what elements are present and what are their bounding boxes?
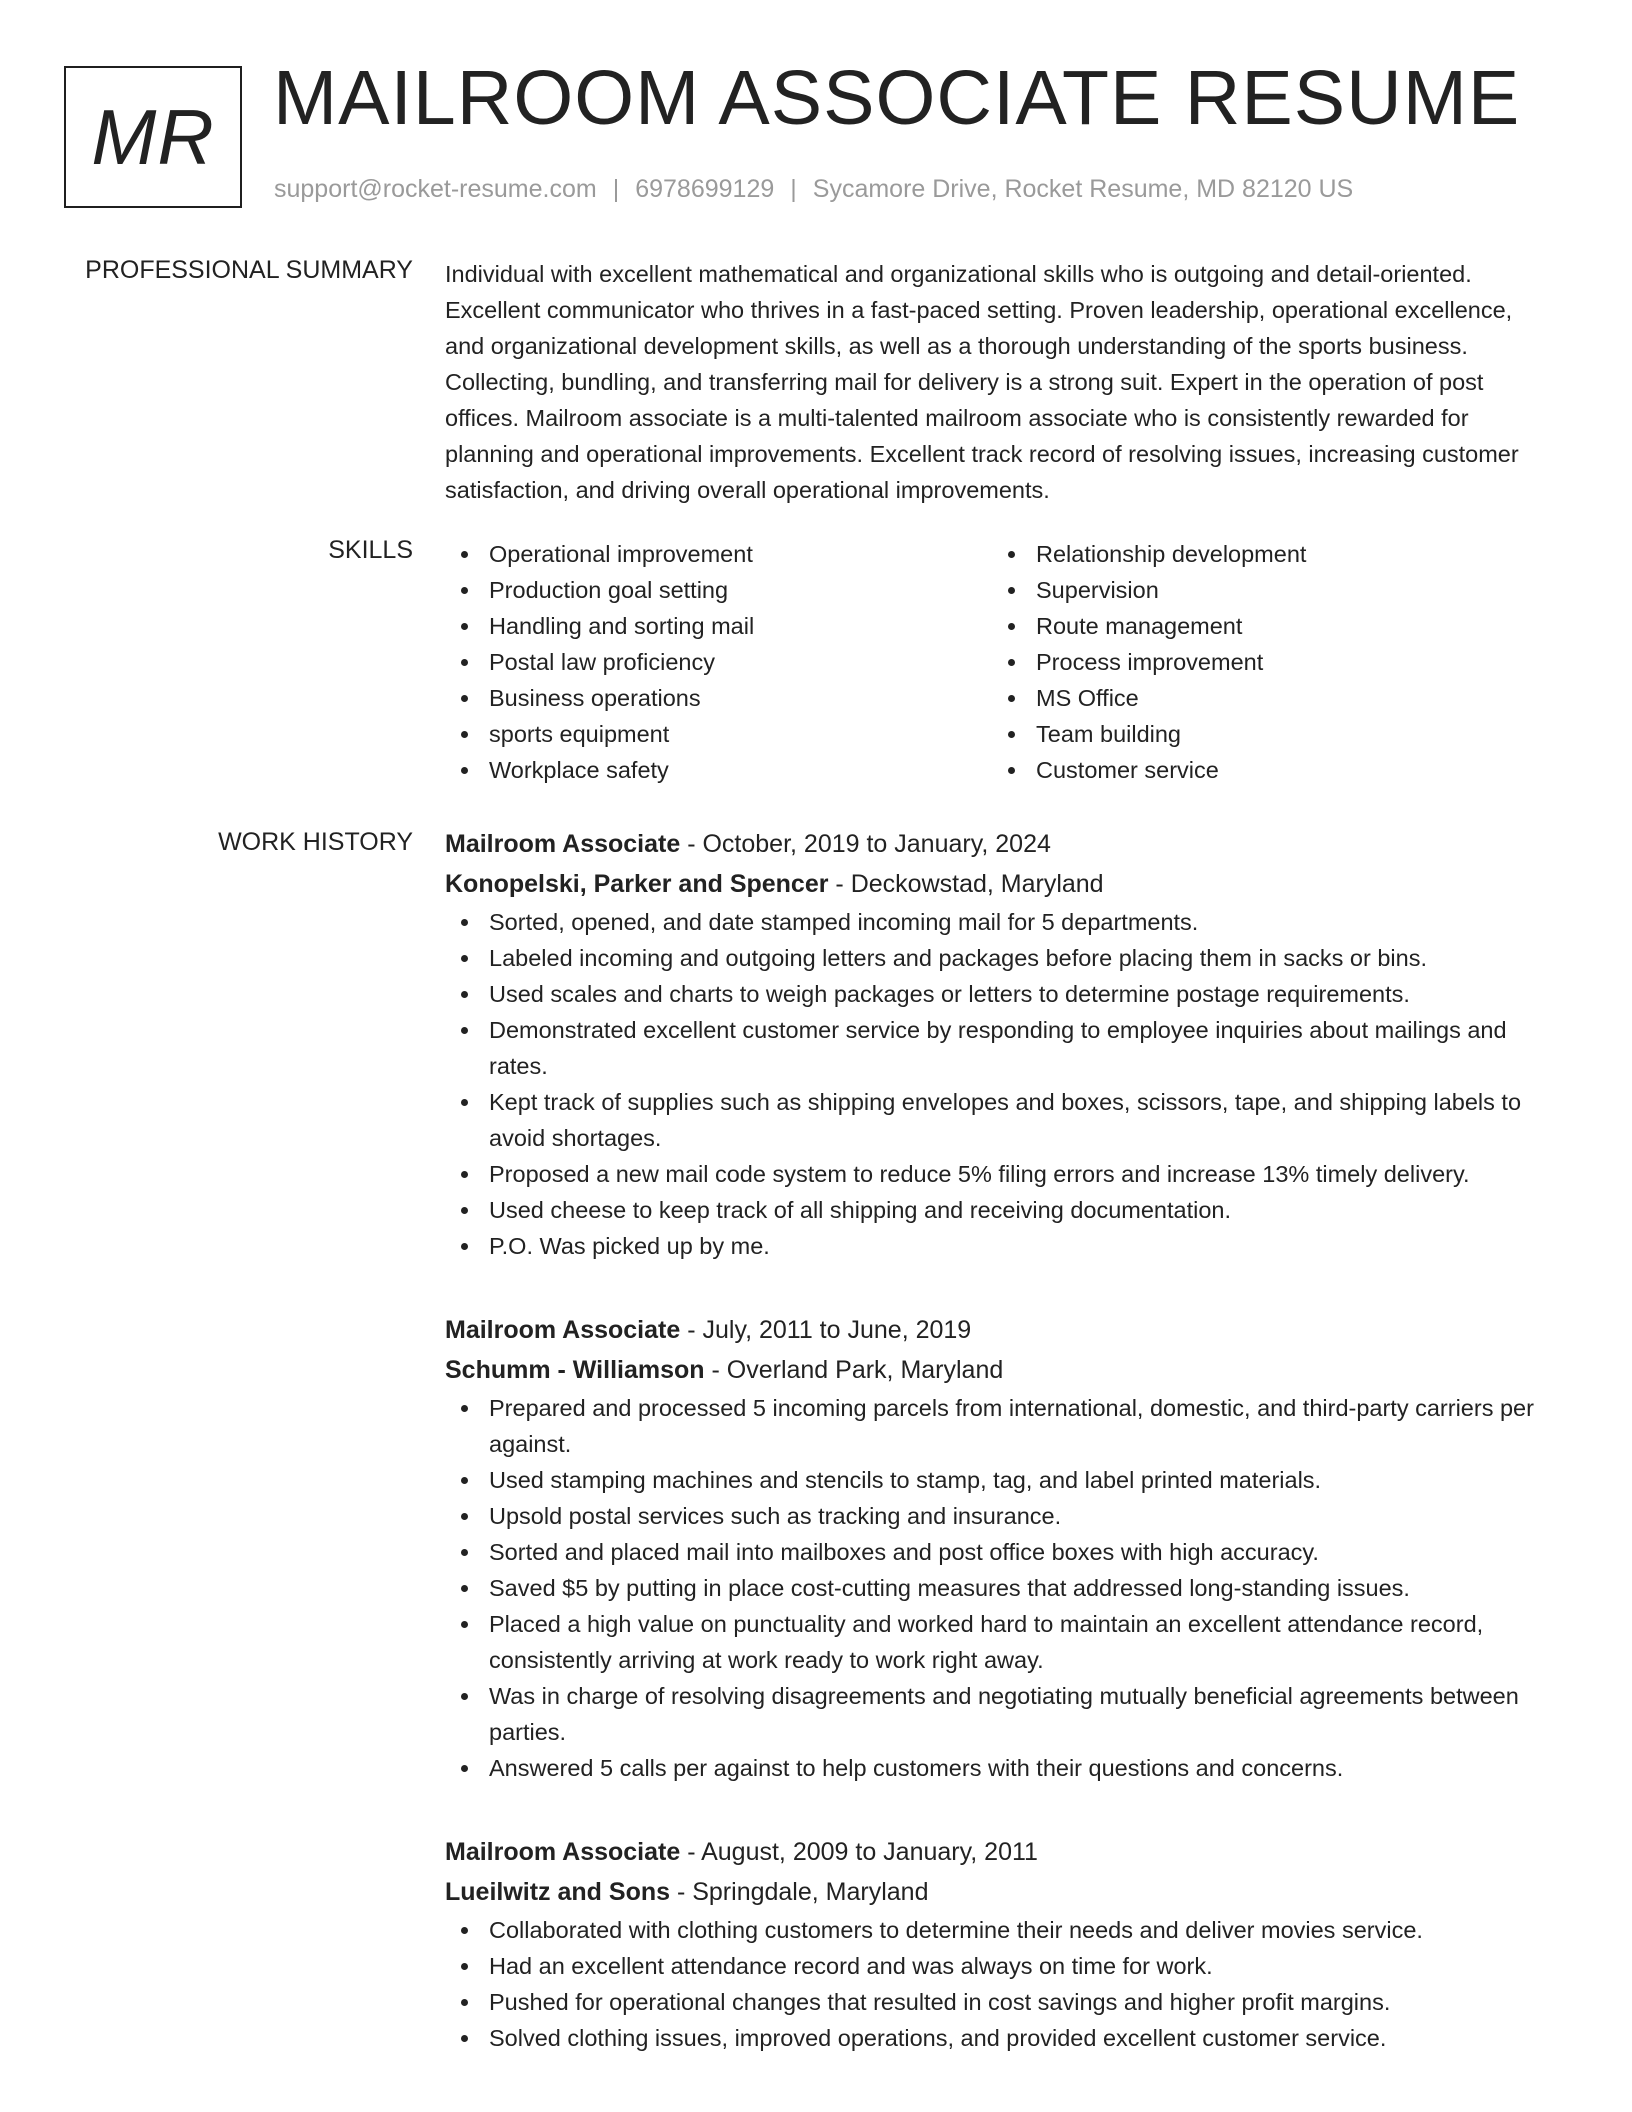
job-title: Mailroom Associate <box>445 1838 681 1866</box>
job-bullet: Collaborated with clothing customers to determine their needs and deliver movies service. <box>445 1912 1555 1948</box>
job-company-line <box>445 864 1555 904</box>
job-bullet-list <box>445 1390 1555 1786</box>
job-bullet: Answered 5 calls per against to help customers with their questions and concerns. <box>445 1750 1555 1786</box>
skills-list-left <box>445 536 992 788</box>
contact-email: support@rocket-resume.com <box>274 175 597 203</box>
job-bullet: Sorted and placed mail into mailboxes and post office boxes with high accuracy. <box>445 1534 1555 1570</box>
skill-item: Relationship development <box>992 536 1539 572</box>
job-bullet: Kept track of supplies such as shipping envelopes and boxes, scissors, tape, and shipping labels to avoid shortages. <box>445 1084 1555 1156</box>
job-entry <box>445 1310 1555 1786</box>
job-company: Konopelski, Parker and Spencer <box>445 870 829 898</box>
job-dates: - July, 2011 to June, 2019 <box>680 1316 972 1344</box>
job-title: Mailroom Associate <box>445 830 681 858</box>
summary-text: Individual with excellent mathematical and organizational skills who is outgoing and detail-oriented. Excellent communicator who thrives in a fast-paced setting. Proven leadership, operational excellence, and organizational development skills, as well as a thorough understanding of the sports business. Collecting, bundling, and transferring mail for delivery is a strong suit. Expert in the operation of post offices. Mailroom associate is a multi-talented mailroom associate who is consistently rewarded for planning and operational improvements. Excellent track record of resolving issues, increasing customer satisfaction, and driving overall operational improvements. <box>445 261 1519 503</box>
job-company: Lueilwitz and Sons <box>445 1878 671 1906</box>
work-history-heading: WORK HISTORY <box>218 828 413 856</box>
job-bullet: Used stamping machines and stencils to stamp, tag, and label printed materials. <box>445 1462 1555 1498</box>
job-company-line <box>445 1350 1555 1390</box>
skill-item: Operational improvement <box>445 536 992 572</box>
job-bullet: Pushed for operational changes that resulted in cost savings and higher profit margins. <box>445 1984 1555 2020</box>
skills-heading: SKILLS <box>328 536 413 564</box>
skills-body <box>445 536 1555 788</box>
job-bullet: Demonstrated excellent customer service by responding to employee inquiries about mailings and rates. <box>445 1012 1555 1084</box>
job-bullet-list <box>445 904 1555 1264</box>
job-bullet: Placed a high value on punctuality and worked hard to maintain an excellent attendance record, consistently arriving at work ready to work right away. <box>445 1606 1555 1678</box>
skill-item: Customer service <box>992 752 1539 788</box>
job-bullet: Used scales and charts to weigh packages or letters to determine postage requirements. <box>445 976 1555 1012</box>
job-dates: - August, 2009 to January, 2011 <box>680 1838 1038 1866</box>
job-company: Schumm - Williamson <box>445 1356 705 1384</box>
job-location: - Springdale, Maryland <box>670 1878 929 1906</box>
skill-item: Production goal setting <box>445 572 992 608</box>
skill-item: Workplace safety <box>445 752 992 788</box>
job-entry <box>445 824 1555 1264</box>
skill-item: Business operations <box>445 680 992 716</box>
job-entry <box>445 1832 1555 2056</box>
job-bullet: Labeled incoming and outgoing letters and packages before placing them in sacks or bins. <box>445 940 1555 976</box>
job-bullet: Used cheese to keep track of all shipping and receiving documentation. <box>445 1192 1555 1228</box>
contact-separator: | <box>790 175 797 203</box>
monogram-logo: MR <box>64 66 242 208</box>
job-bullet: Saved $5 by putting in place cost-cutting measures that addressed long-standing issues. <box>445 1570 1555 1606</box>
job-bullet: Prepared and processed 5 incoming parcels from international, domestic, and third-party carriers per against. <box>445 1390 1555 1462</box>
skill-item: MS Office <box>992 680 1539 716</box>
job-bullet: P.O. Was picked up by me. <box>445 1228 1555 1264</box>
job-bullet-list <box>445 1912 1555 2056</box>
job-title-line <box>445 1310 1555 1350</box>
job-location: - Overland Park, Maryland <box>704 1356 1004 1384</box>
job-company-line <box>445 1872 1555 1912</box>
skill-item: sports equipment <box>445 716 992 752</box>
skill-item: Supervision <box>992 572 1539 608</box>
contact-line <box>274 175 1353 204</box>
contact-address: Sycamore Drive, Rocket Resume, MD 82120 US <box>812 175 1354 203</box>
resume-title: MAILROOM ASSOCIATE RESUME <box>273 55 1521 141</box>
contact-phone: 6978699129 <box>635 175 775 203</box>
job-title-line <box>445 824 1555 864</box>
skill-item: Postal law proficiency <box>445 644 992 680</box>
job-bullet: Solved clothing issues, improved operations, and provided excellent customer service. <box>445 2020 1555 2056</box>
work-history-body <box>445 824 1555 2056</box>
job-bullet: Proposed a new mail code system to reduce 5% filing errors and increase 13% timely delivery. <box>445 1156 1555 1192</box>
job-title: Mailroom Associate <box>445 1316 681 1344</box>
job-bullet: Sorted, opened, and date stamped incoming mail for 5 departments. <box>445 904 1555 940</box>
job-bullet: Upsold postal services such as tracking and insurance. <box>445 1498 1555 1534</box>
summary-heading: PROFESSIONAL SUMMARY <box>85 256 413 284</box>
job-title-line <box>445 1832 1555 1872</box>
contact-separator: | <box>612 175 620 203</box>
skill-item: Handling and sorting mail <box>445 608 992 644</box>
skills-list-right <box>992 536 1539 788</box>
job-location: - Deckowstad, Maryland <box>828 870 1104 898</box>
summary-body <box>445 256 1555 508</box>
skill-item: Process improvement <box>992 644 1539 680</box>
skill-item: Route management <box>992 608 1539 644</box>
skill-item: Team building <box>992 716 1539 752</box>
job-dates: - October, 2019 to January, 2024 <box>680 830 1051 858</box>
job-bullet: Was in charge of resolving disagreements and negotiating mutually beneficial agreements between parties. <box>445 1678 1555 1750</box>
job-bullet: Had an excellent attendance record and was always on time for work. <box>445 1948 1555 1984</box>
